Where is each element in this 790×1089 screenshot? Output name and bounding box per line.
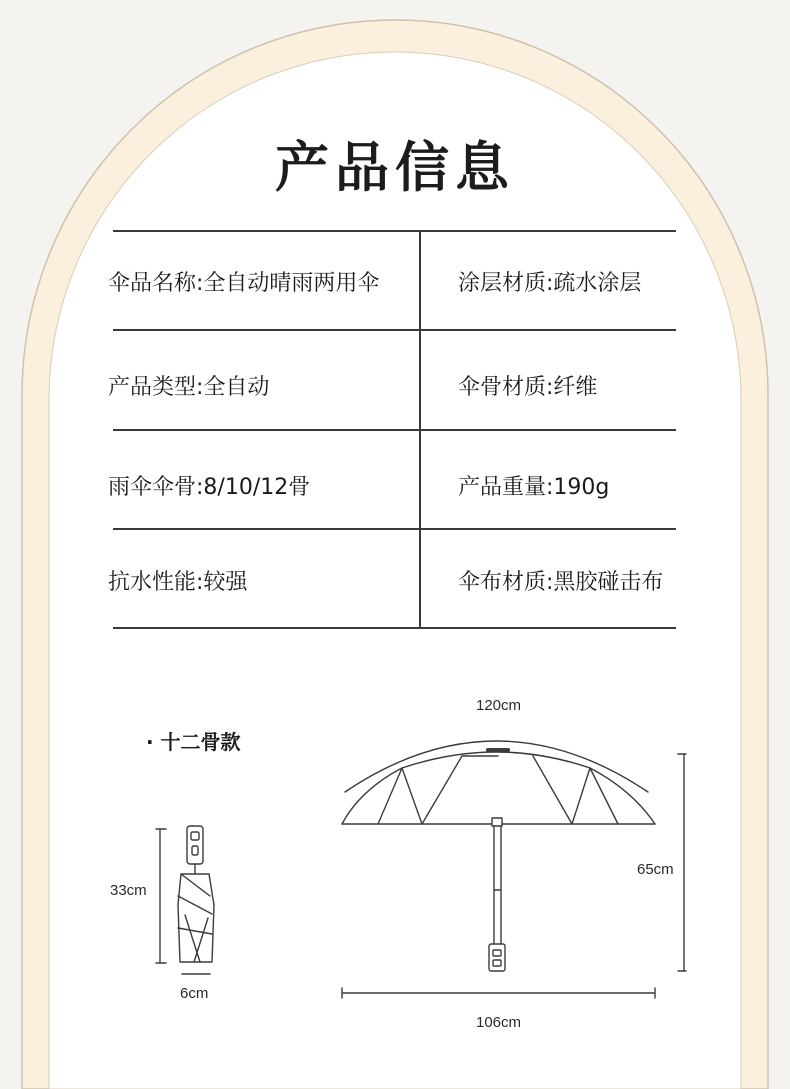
spec-product-type: 产品类型:全自动 <box>108 375 270 400</box>
open-width-label: 106cm <box>476 1014 522 1031</box>
spec-water-resistance: 抗水性能:较强 <box>108 570 248 595</box>
spec-rib-count: 雨伞伞骨:8/10/12骨 <box>108 475 311 500</box>
open-span-label: 120cm <box>476 697 522 714</box>
open-height-label: 65cm <box>637 861 674 878</box>
open-height-marker <box>678 754 686 971</box>
spec-weight: 产品重量:190g <box>458 475 610 500</box>
variant-label: · 十二骨款 <box>146 730 241 754</box>
page-title: 产品信息 <box>275 136 515 199</box>
spec-rib-material: 伞骨材质:纤维 <box>458 375 598 400</box>
folded-umbrella-icon <box>178 826 214 962</box>
open-umbrella-icon <box>342 741 655 971</box>
open-width-marker <box>342 988 655 998</box>
folded-height-marker <box>156 829 166 963</box>
spec-coating-material: 涂层材质:疏水涂层 <box>458 271 642 296</box>
folded-width-label: 6cm <box>180 985 209 1002</box>
spec-product-name: 伞品名称:全自动晴雨两用伞 <box>108 271 380 296</box>
spec-canopy-fabric: 伞布材质:黑胶碰击布 <box>458 570 664 595</box>
folded-height-label: 33cm <box>110 882 147 899</box>
